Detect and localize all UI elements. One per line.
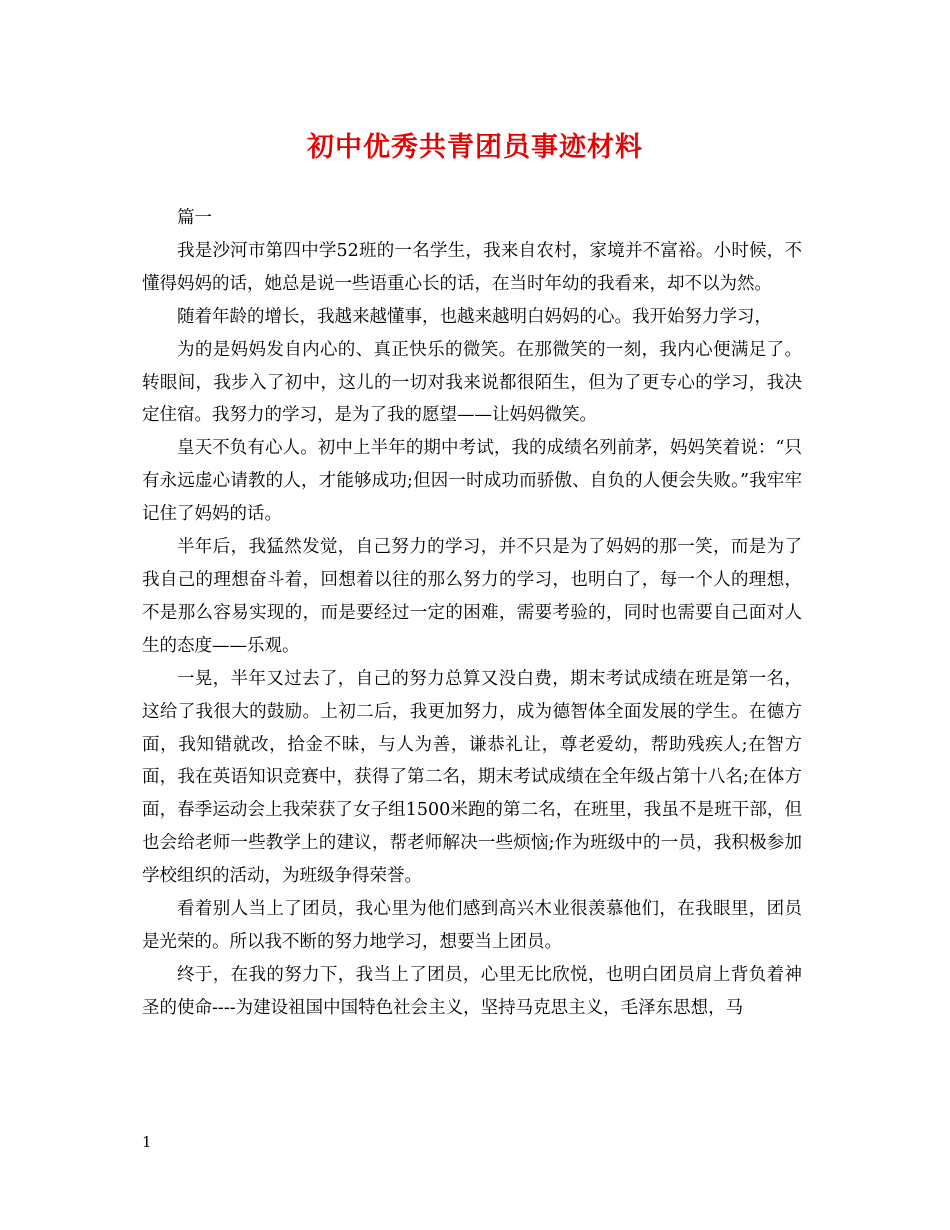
paragraph: 皇天不负有心人。初中上半年的期中考试，我的成绩名列前茅，妈妈笑着说：“只有永远虚心请教的人，才能够成功;但因一时成功而骄傲、自负的人便会失败。”我牢牢记住了妈妈的话。 [142,438,802,525]
paragraph: 看着别人当上了团员，我心里为他们感到高兴木业很羡慕他们，在我眼里，团员是光荣的。所以我不断的努力地学习，想要当上团员。 [142,899,802,952]
page-number: 1 [142,1133,152,1151]
document-body [142,202,802,1025]
paragraph: 我是沙河市第四中学52班的一名学生，我来自农村，家境并不富裕。小时候，不懂得妈妈的话，她总是说一些语重心长的话，在当时年幼的我看来，却不以为然。 [142,240,802,294]
paragraph: 半年后，我猛然发觉，自己努力的学习，并不只是为了妈妈的那一笑，而是为了我自己的理想奋斗着，回想着以往的那么努力的学习，也明白了，每一个人的理想，不是那么容易实现的，而是要经过一定的困难，需要考验的，同时也需要自己面对人生的态度——乐观。 [142,537,802,656]
paragraph: 一晃，半年又过去了，自己的努力总算又没白费，期末考试成绩在班是第一名，这给了我很大的鼓励。上初二后，我更加努力，成为德智体全面发展的学生。在德方面，我知错就改，拾金不昧，与人为善，谦恭礼让，尊老爱幼，帮助残疾人;在智方面，我在英语知识竞赛中，获得了第二名，期末考试成绩在全年级占第十八名;在体方面，春季运动会上我荣获了女子组1500米跑的第二名，在班里，我虽不是班干部，但也会给老师一些教学上的建议，帮老师解决一些烦恼;作为班级中的一员，我积极参加学校组织的活动，为班级争得荣誉。 [142,668,802,887]
section-label: 篇一 [177,208,212,228]
document-title: 初中优秀共青团员事迹材料 [307,132,643,163]
paragraph: 为的是妈妈发自内心的、真正快乐的微笑。在那微笑的一刻，我内心便满足了。转眼间，我步入了初中，这儿的一切对我来说都很陌生，但为了更专心的学习，我决定住宿。我努力的学习，是为了我的愿望——让妈妈微笑。 [142,339,802,426]
paragraph: 终于，在我的努力下，我当上了团员，心里无比欣悦，也明白团员肩上背负着神圣的使命----为建设祖国中国特色社会主义，坚持马克思主义，毛泽东思想，马 [142,964,802,1018]
paragraph: 随着年龄的增长，我越来越懂事，也越来越明白妈妈的心。我开始努力学习， [177,306,772,327]
